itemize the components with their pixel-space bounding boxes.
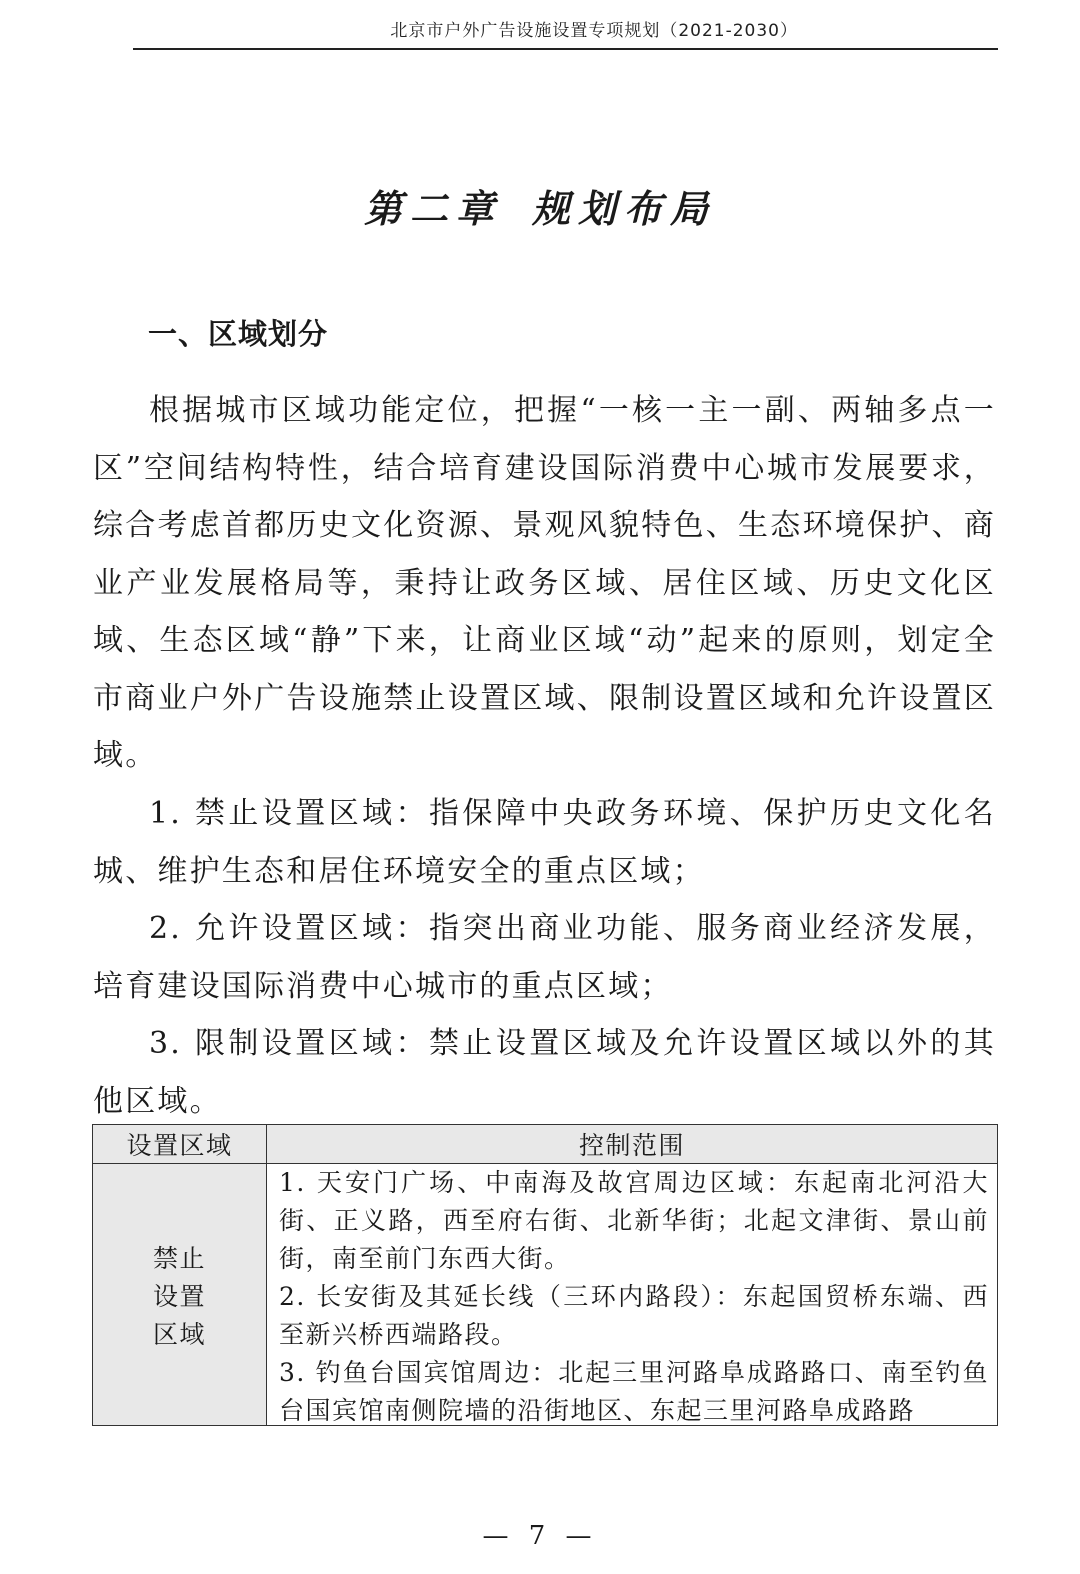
range-cell: [267, 1164, 998, 1427]
section-heading: 一、区域划分: [148, 317, 329, 351]
zone-label: 禁止 设置 区域: [152, 1244, 206, 1349]
item3-block: [93, 1015, 996, 1130]
chapter-number: 第二章: [363, 186, 502, 231]
zone-cell: [93, 1164, 267, 1427]
table-header-row: [93, 1125, 997, 1164]
intro-block: [93, 382, 996, 785]
item1-block: [93, 785, 996, 900]
table-row: [93, 1164, 997, 1427]
range-item: 3. 钓鱼台国宾馆周边：北起三里河路阜成路路口、南至钓鱼台国宾馆南侧院墙的沿街地区、东起三里河路阜成路路: [279, 1358, 989, 1425]
chapter-title: [0, 178, 1080, 233]
header-title: 北京市户外广告设施设置专项规划（2021-2030）: [390, 21, 798, 41]
intro-paragraph: 根据城市区域功能定位，把握“一核一主一副、两轴多点一区”空间结构特性，结合培育建设国际消费中心城市发展要求，综合考虑首都历史文化资源、景观风貌特色、生态环境保护、商业产业发展格局等，秉持让政务区域、居住区域、历史文化区域、生态区域“静”下来，让商业区域“动”起来的原则，划定全市商业户外广告设施禁止设置区域、限制设置区域和允许设置区域。: [93, 393, 996, 773]
table-header-zone: 设置区域: [93, 1125, 267, 1164]
range-item: 2. 长安街及其延长线（三环内路段）：东起国贸桥东端、西至新兴桥西端路段。: [279, 1282, 989, 1349]
zone-definition-prohibited: 1. 禁止设置区域：指保障中央政务环境、保护历史文化名城、维护生态和居住环境安全的重点区域；: [93, 796, 996, 889]
range-item: 1. 天安门广场、中南海及故宫周边区域：东起南北河沿大街、正义路，西至府右街、北新华街；北起文津街、景山前街，南至前门东西大街。: [279, 1168, 989, 1273]
zone-table: [92, 1124, 998, 1426]
page-number: — 7 —: [482, 1521, 598, 1551]
zone-definition-permitted: 2. 允许设置区域：指突出商业功能、服务商业经济发展，培育建设国际消费中心城市的重点区域；: [93, 911, 996, 1004]
page-header: [133, 0, 998, 50]
item2-block: [93, 900, 996, 1015]
zone-definition-restricted: 3. 限制设置区域：禁止设置区域及允许设置区域以外的其他区域。: [93, 1026, 996, 1119]
table-header-range: 控制范围: [267, 1125, 998, 1164]
chapter-name: 规划布局: [532, 186, 717, 231]
